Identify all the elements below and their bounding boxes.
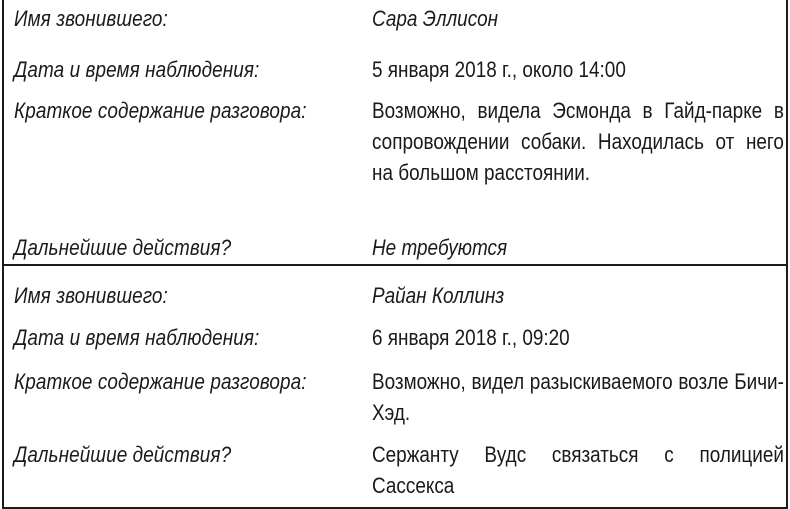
call-record [2,0,788,266]
caller-name: Сара Эллисон [372,6,499,31]
summary-value: Возможно, видела Эсмонда в Гайд-парке в сопровождении собаки. Находилась от него на большом расстоянии. [372,98,784,185]
datetime-label: Дата и время наблюдения: [14,57,260,82]
caller-label: Имя звонившего: [14,6,168,31]
call-record [2,266,788,509]
summary-label: Краткое содержание разговора: [14,98,307,123]
action-label: Дальнейшие действия? [14,442,232,467]
summary-label: Краткое содержание разговора: [14,369,307,394]
caller-name: Райан Коллинз [372,283,505,308]
datetime-value: 6 января 2018 г., 09:20 [372,325,570,350]
datetime-value: 5 января 2018 г., около 14:00 [372,57,626,82]
action-label: Дальнейшие действия? [14,235,232,260]
caller-label: Имя звонившего: [14,283,168,308]
summary-value: Возможно, видел разыскиваемого возле Бичи-Хэд. [372,369,784,425]
datetime-label: Дата и время наблюдения: [14,325,260,350]
action-value: Сержанту Вудс связаться с полицией Сассекса [372,442,784,498]
action-value: Не требуются [372,235,508,260]
